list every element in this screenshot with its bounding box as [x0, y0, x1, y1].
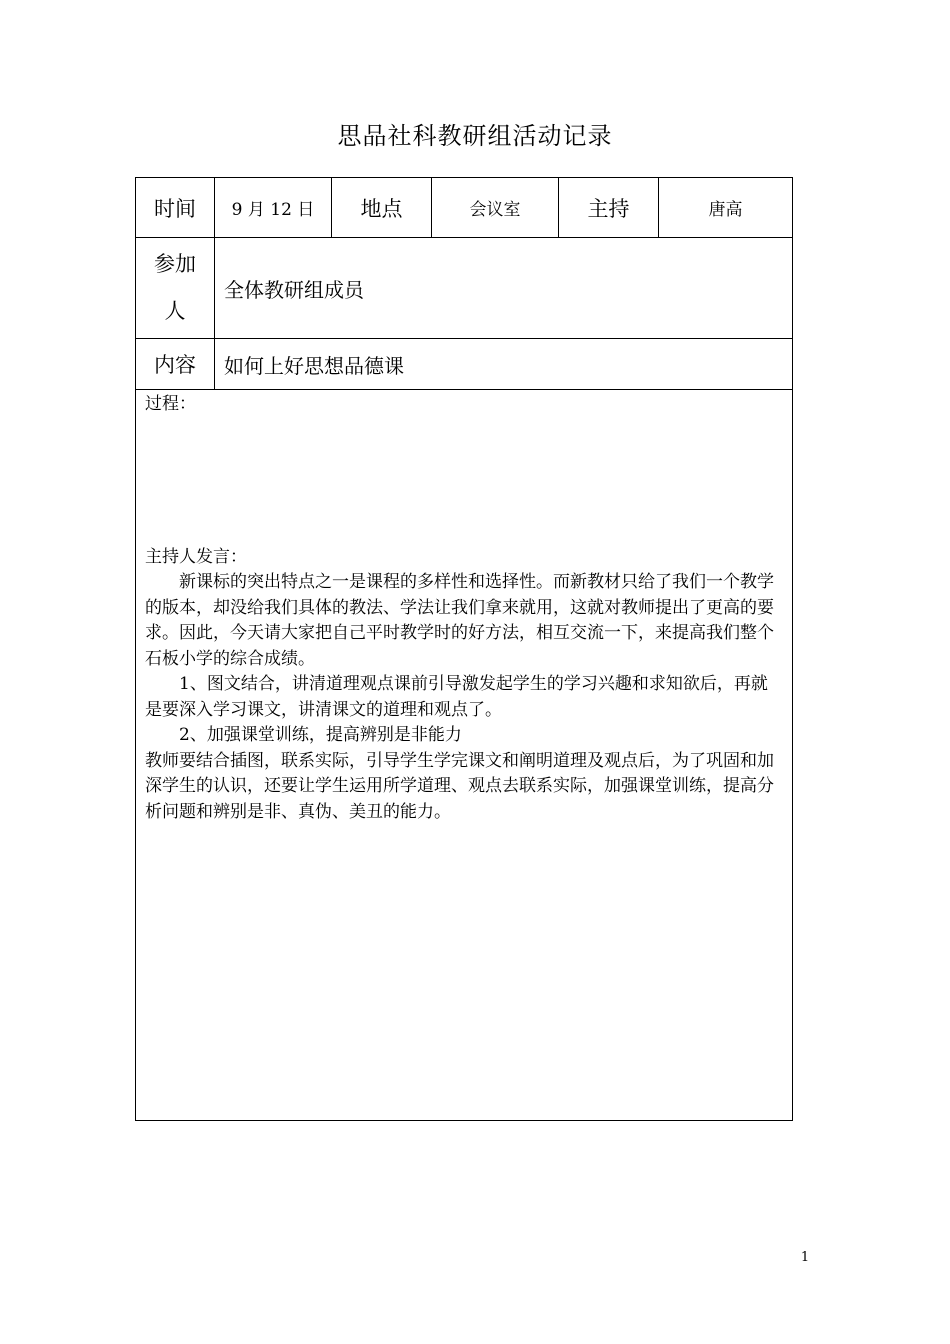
document-title: 思品社科教研组活动记录: [337, 122, 613, 150]
process-label: 过程：: [145, 394, 196, 414]
host-label: 主持: [559, 178, 659, 237]
speech-paragraph-2: 1、图文结合，讲清道理观点课前引导激发起学生的学习兴趣和求知欲后，再就是要深入学习课文，讲清课文的道理和观点了。: [145, 674, 768, 720]
participants-label-line2: 人: [164, 299, 186, 323]
participants-value: 全体教研组成员: [224, 277, 364, 302]
info-row: [136, 178, 792, 238]
page-number: 1: [800, 1250, 810, 1265]
participants-row: [136, 238, 792, 339]
process-section: [136, 390, 792, 1120]
content-value: 如何上好思想品德课: [224, 353, 404, 378]
host-value: 唐高: [708, 200, 743, 220]
place-label: 地点: [332, 178, 432, 237]
host-speech-label: 主持人发言：: [145, 546, 247, 567]
speech-paragraph-1: 新课标的突出特点之一是课程的多样性和选择性。而新教材只给了我们一个教学的版本，却没给我们具体的教法、学法让我们拿来就用，这就对教师提出了更高的要求。因此，今天请大家把自己平时教学时的好方法，相互交流一下，来提高我们整个石板小学的综合成绩。: [145, 572, 774, 669]
participants-label: [136, 238, 215, 338]
activity-record-table: [135, 177, 793, 1121]
place-value: 会议室: [432, 178, 559, 237]
content-row: [136, 339, 792, 390]
speech-paragraph-3: 2、加强课堂训练，提高辨别是非能力: [179, 725, 462, 745]
time-label: 时间: [136, 178, 215, 237]
speech-paragraph-4: 教师要结合插图，联系实际，引导学生学完课文和阐明道理及观点后，为了巩固和加深学生的认识，还要让学生运用所学道理、观点去联系实际，加强课堂训练，提高分析问题和辨别是非、真伪、美丑的能力。: [145, 750, 774, 822]
time-value: 9 月 12 日: [215, 178, 332, 237]
content-label: 内容: [136, 339, 215, 389]
participants-label-line1: 参加: [154, 252, 196, 276]
